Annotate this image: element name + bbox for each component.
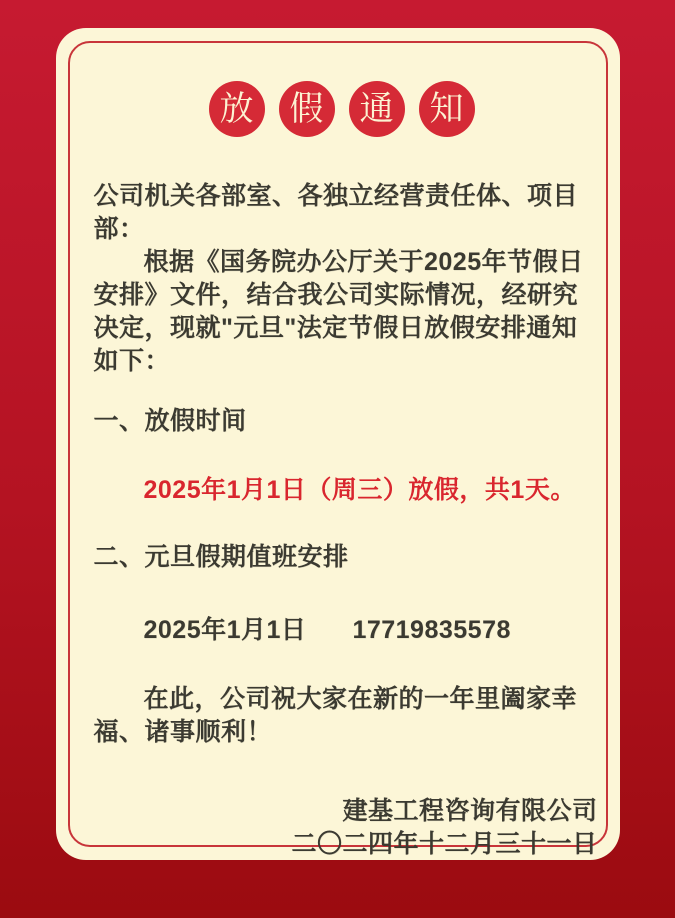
intro-paragraph: 根据《国务院办公厅关于2025年节假日安排》文件，结合我公司实际情况，经研究决定，现就"元旦"法定节假日放假安排通知如下： bbox=[93, 248, 584, 375]
signature-company: 建基工程咨询有限公司 bbox=[342, 797, 598, 825]
title-char-badge bbox=[349, 81, 405, 137]
title-char: 放 bbox=[219, 90, 254, 128]
notice-title bbox=[94, 28, 590, 137]
duty-date: 2025年1月1日 bbox=[143, 616, 307, 644]
title-char: 知 bbox=[429, 90, 464, 128]
title-char: 假 bbox=[289, 90, 324, 128]
signature-date: 二〇二四年十二月三十一日 bbox=[291, 830, 598, 858]
title-char-badge bbox=[419, 81, 475, 137]
wish-paragraph: 在此，公司祝大家在新的一年里阖家幸福、诸事顺利！ bbox=[93, 685, 578, 746]
duty-schedule-line bbox=[94, 614, 590, 647]
section1-heading: 一、放假时间 bbox=[93, 407, 247, 435]
duty-phone: 17719835578 bbox=[352, 616, 511, 644]
title-char: 通 bbox=[359, 90, 394, 128]
salutation: 公司机关各部室、各独立经营责任体、项目部： bbox=[93, 182, 579, 243]
title-char-badge bbox=[209, 81, 265, 137]
holiday-date-highlight: 2025年1月1日（周三）放假，共1天。 bbox=[143, 476, 576, 504]
section2-heading: 二、元旦假期值班安排 bbox=[93, 543, 349, 571]
signature-block bbox=[94, 795, 598, 861]
title-char-badge bbox=[279, 81, 335, 137]
notice-content bbox=[56, 28, 620, 860]
notice-card bbox=[56, 28, 620, 860]
